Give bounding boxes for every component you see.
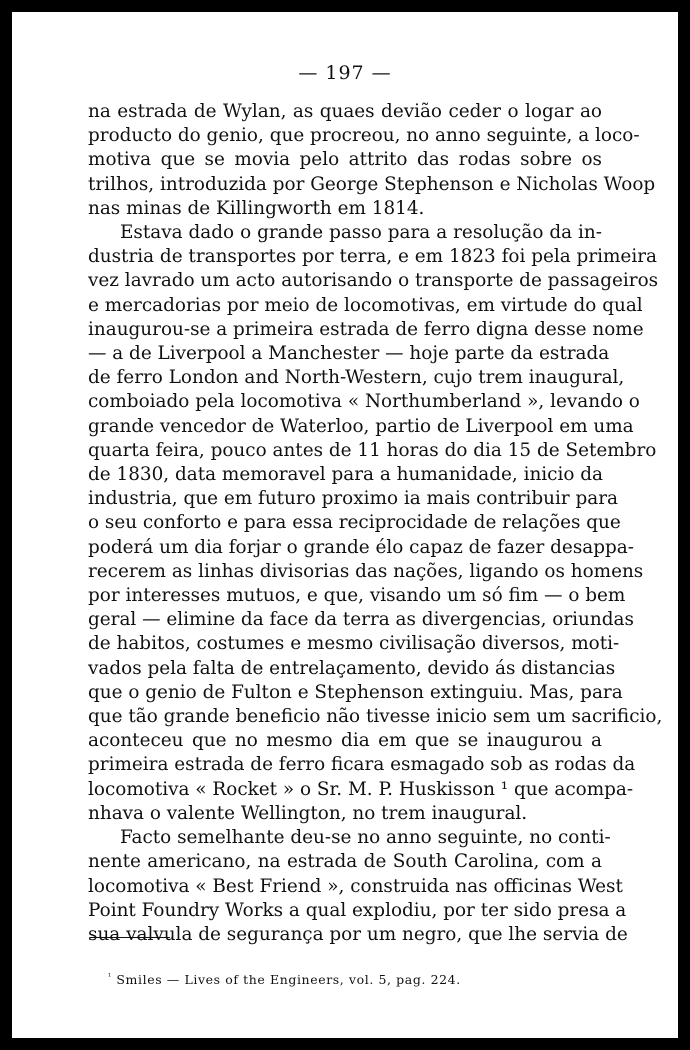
text-line: sua valvula de segurança por um negro, que lhe servia de [88,923,628,945]
text-line: primeira estrada de ferro ficara esmagado sob as rodas da [88,754,636,776]
text-line: de 1830, data memoravel para a humanidade, inicio da [88,464,604,486]
text-line: nas minas de Killingworth em 1814. [88,197,425,219]
text-line: locomotiva « Rocket » o Sr. M. P. Huskisson ¹ que acompa- [88,778,634,800]
text-line: o seu conforto e para essa reciprocidade de relações que [88,512,621,534]
body-text [88,100,663,947]
text-line: poderá um dia forjar o grande élo capaz de fazer desappa- [88,536,634,558]
text-line: aconteceu que no mesmo dia em que se inaugurou a [88,730,602,752]
footnote-text: Smiles — Lives of the Engineers, vol. 5, pag. 224. [116,972,461,988]
text-line: grande vencedor de Waterloo, partio de Liverpool em uma [88,415,634,437]
text-line: que o genio de Fulton e Stephenson extinguiu. Mas, para [88,681,623,703]
text-line: que tão grande beneficio não tivesse inicio sem um sacrificio, [88,706,663,728]
text-line: — a de Liverpool a Manchester — hoje parte da estrada [88,343,610,365]
document-page [12,12,678,1038]
page-number: — 197 — [298,62,392,84]
text-line: industria, que em futuro proximo ia mais contribuir para [88,488,619,510]
text-line: inaugurou-se a primeira estrada de ferro digna desse nome [88,318,644,340]
text-line: dustria de transportes por terra, e em 1823 foi pela primeira [88,246,657,268]
text-line: locomotiva « Best Friend », construida nas officinas West [88,875,623,897]
text-line: producto do genio, que procreou, no anno seguinte, a loco- [88,125,640,147]
footnote-marker: ¹ [108,972,112,981]
text-line: nhava o valente Wellington, no trem inaugural. [88,802,528,824]
text-line: de habitos, costumes e mesmo civilisação diversos, moti- [88,633,620,655]
text-line: Estava dado o grande passo para a resolução da in- [120,222,602,244]
text-line: nente americano, na estrada de South Carolina, com a [88,851,602,873]
text-line: comboiado pela locomotiva « Northumberland », levando o [88,391,640,413]
text-line: motiva que se movia pelo attrito das rodas sobre os [88,149,602,171]
text-line: geral — elimine da face da terra as divergencias, oriundas [88,609,634,631]
text-line: e mercadorias por meio de locomotivas, em virtude do qual [88,294,643,316]
text-line: Point Foundry Works a qual explodiu, por ter sido presa a [88,899,627,921]
text-line: na estrada de Wylan, as quaes devião ceder o logar ao [88,101,602,122]
text-line: trilhos, introduzida por George Stephenson e Nicholas Woop [88,173,656,195]
text-line: vados pela falta de entrelaçamento, devido ás distancias [88,657,616,679]
text-line: quarta feira, pouco antes de 11 horas do dia 15 de Setembro [88,439,657,461]
footnote-divider [90,937,170,938]
text-line: por interesses mutuos, e que, visando um só fim — o bem [88,585,626,607]
text-line: vez lavrado um acto autorisando o transporte de passageiros [88,270,659,292]
text-line: de ferro London and North-Western, cujo trem inaugural, [88,367,625,389]
text-line: recerem as linhas divisorias das nações, ligando os homens [88,560,644,582]
text-line: Facto semelhante deu-se no anno seguinte, no conti- [120,827,611,849]
footnote [108,972,461,987]
